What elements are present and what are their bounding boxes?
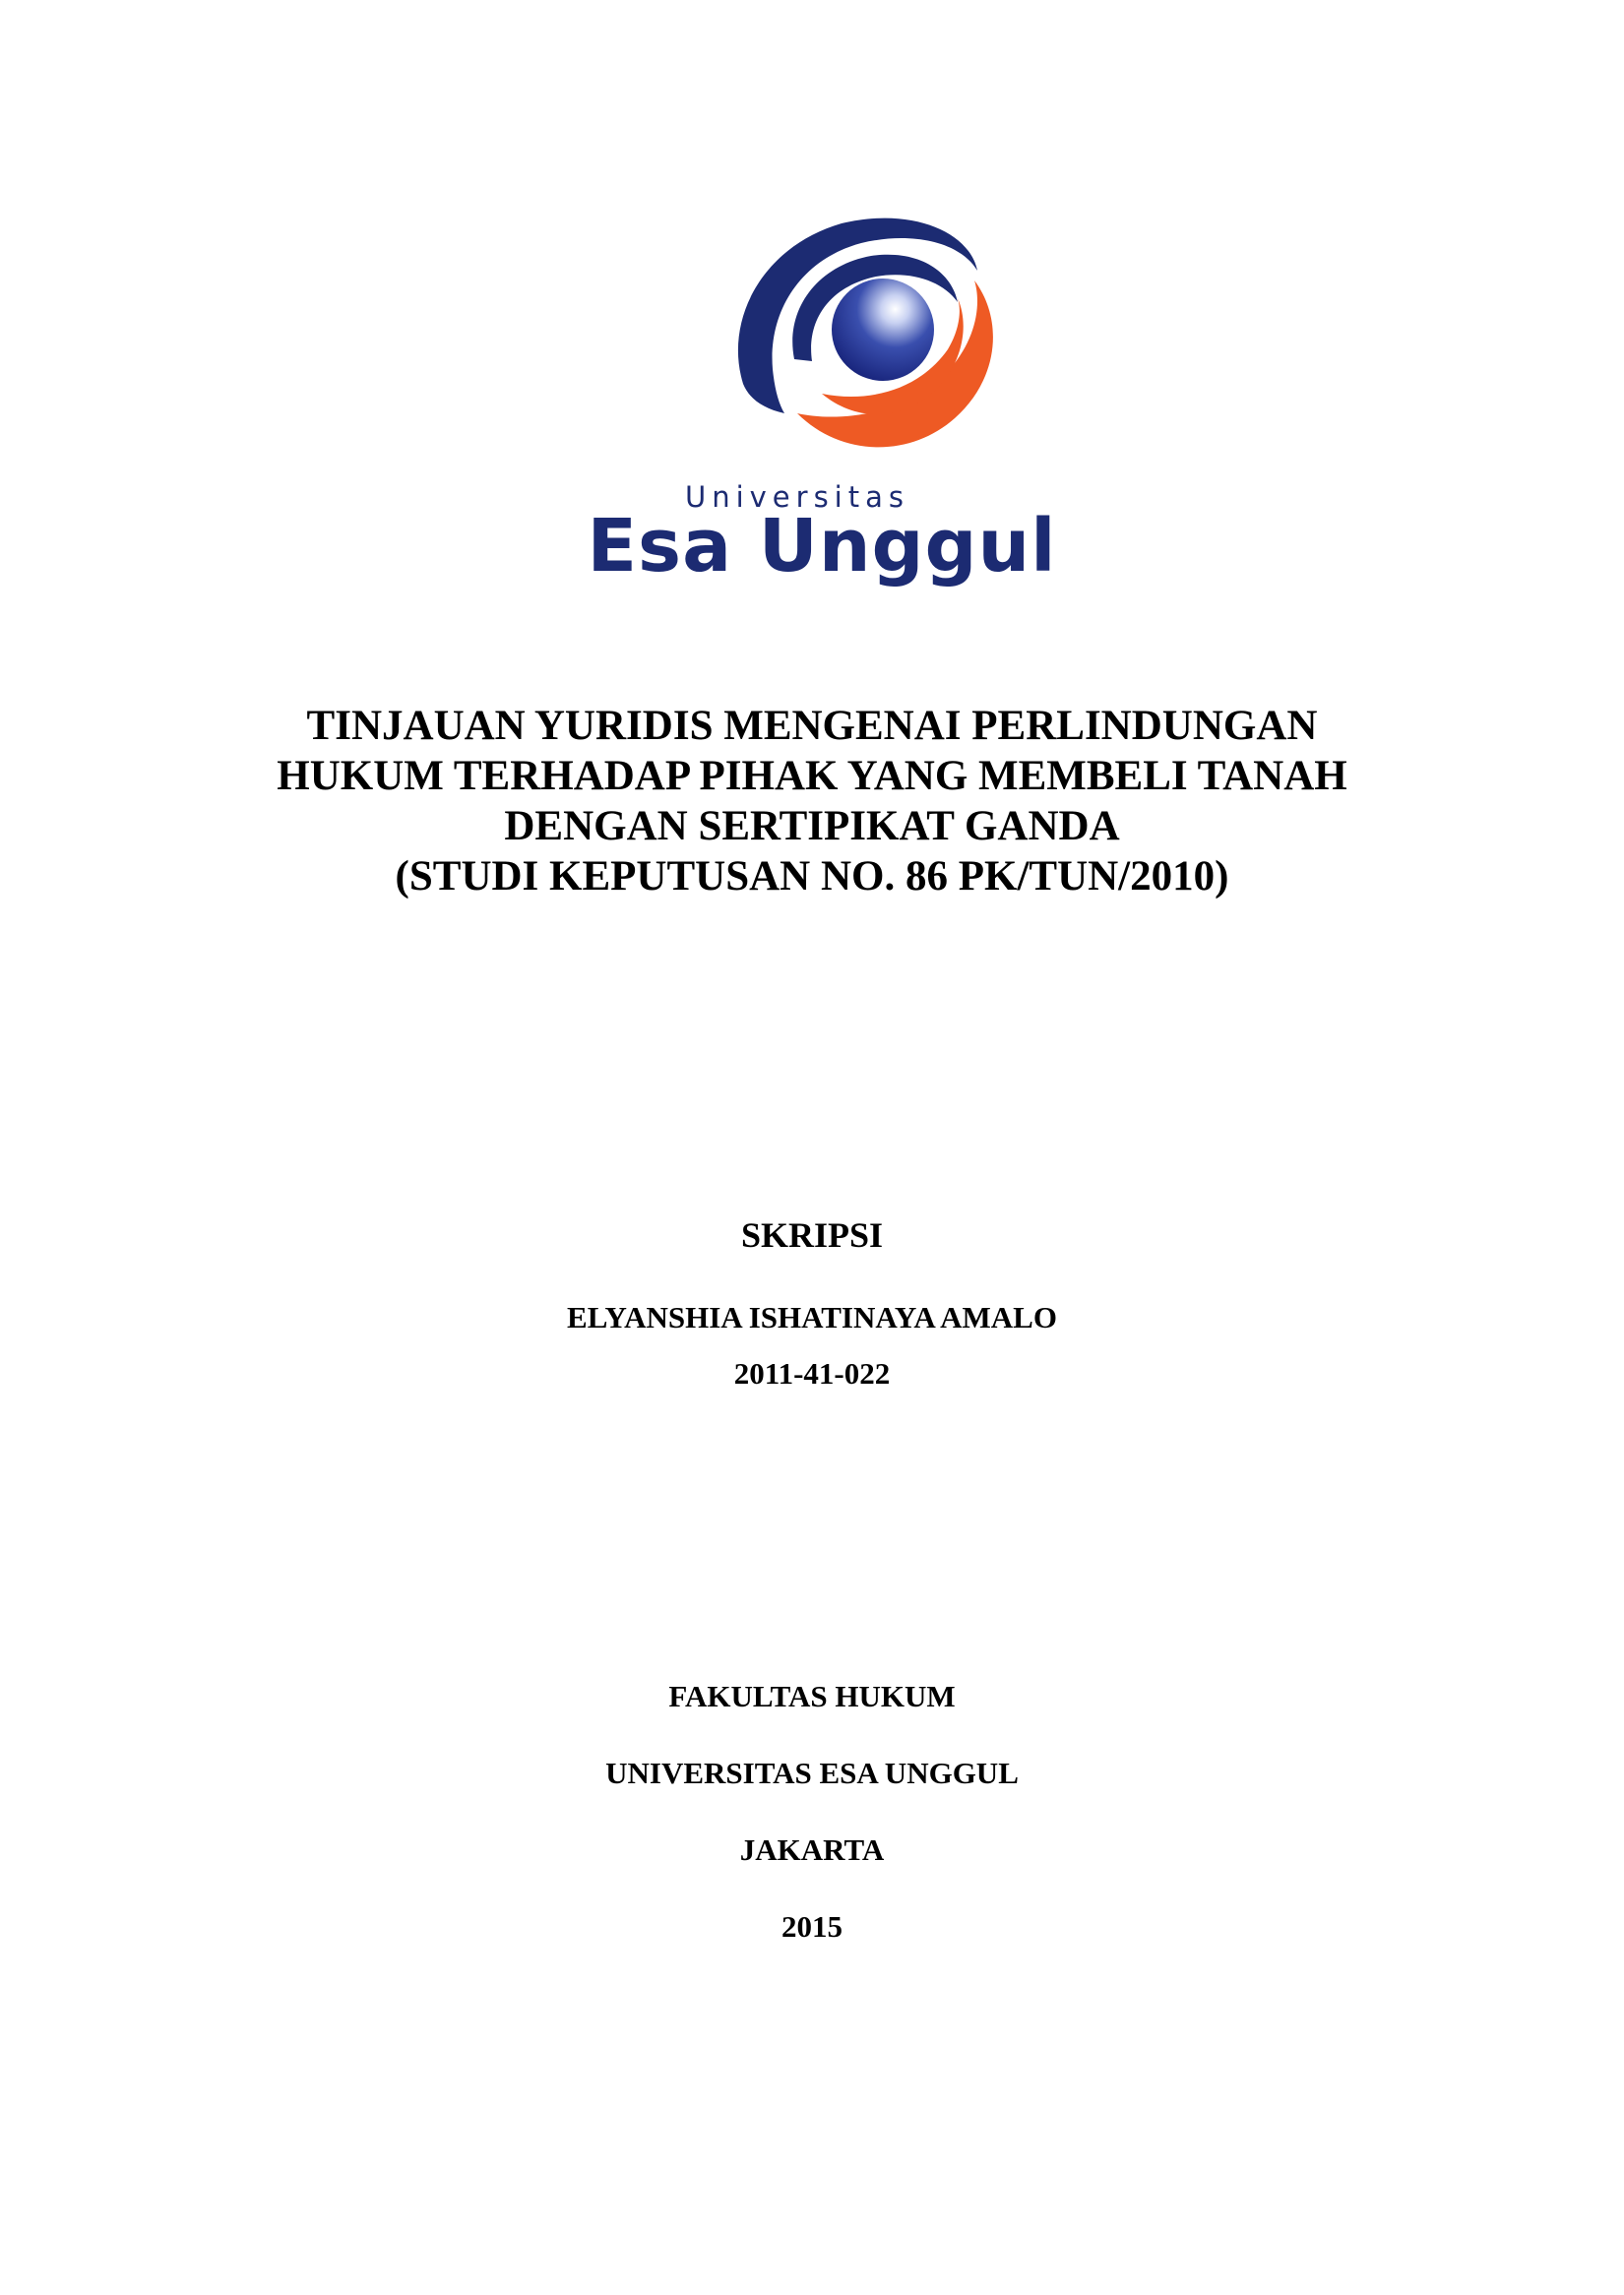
student-id: 2011-41-022 <box>733 1356 891 1391</box>
logo-universitas-label: Universitas <box>684 480 909 514</box>
document-type: SKRIPSI <box>740 1215 884 1255</box>
title-line-3: DENGAN SERTIPIKAT GANDA <box>504 803 1120 849</box>
faculty-name: FAKULTAS HUKUM <box>668 1679 956 1713</box>
author-name: ELYANSHIA ISHATINAYA AMALO <box>567 1300 1057 1334</box>
university-name: UNIVERSITAS ESA UNGGUL <box>605 1756 1019 1790</box>
year: 2015 <box>781 1909 843 1944</box>
thesis-title <box>0 701 1624 901</box>
title-line-2: HUKUM TERHADAP PIHAK YANG MEMBELI TANAH <box>277 753 1347 799</box>
title-line-4: (STUDI KEPUTUSAN NO. 86 PK/TUN/2010) <box>395 853 1229 899</box>
city-name: JAKARTA <box>739 1832 885 1867</box>
logo-university-name: Esa Unggul <box>587 504 1057 589</box>
title-line-1: TINJAUAN YURIDIS MENGENAI PERLINDUNGAN <box>306 703 1318 749</box>
university-logo-icon <box>723 212 1019 467</box>
